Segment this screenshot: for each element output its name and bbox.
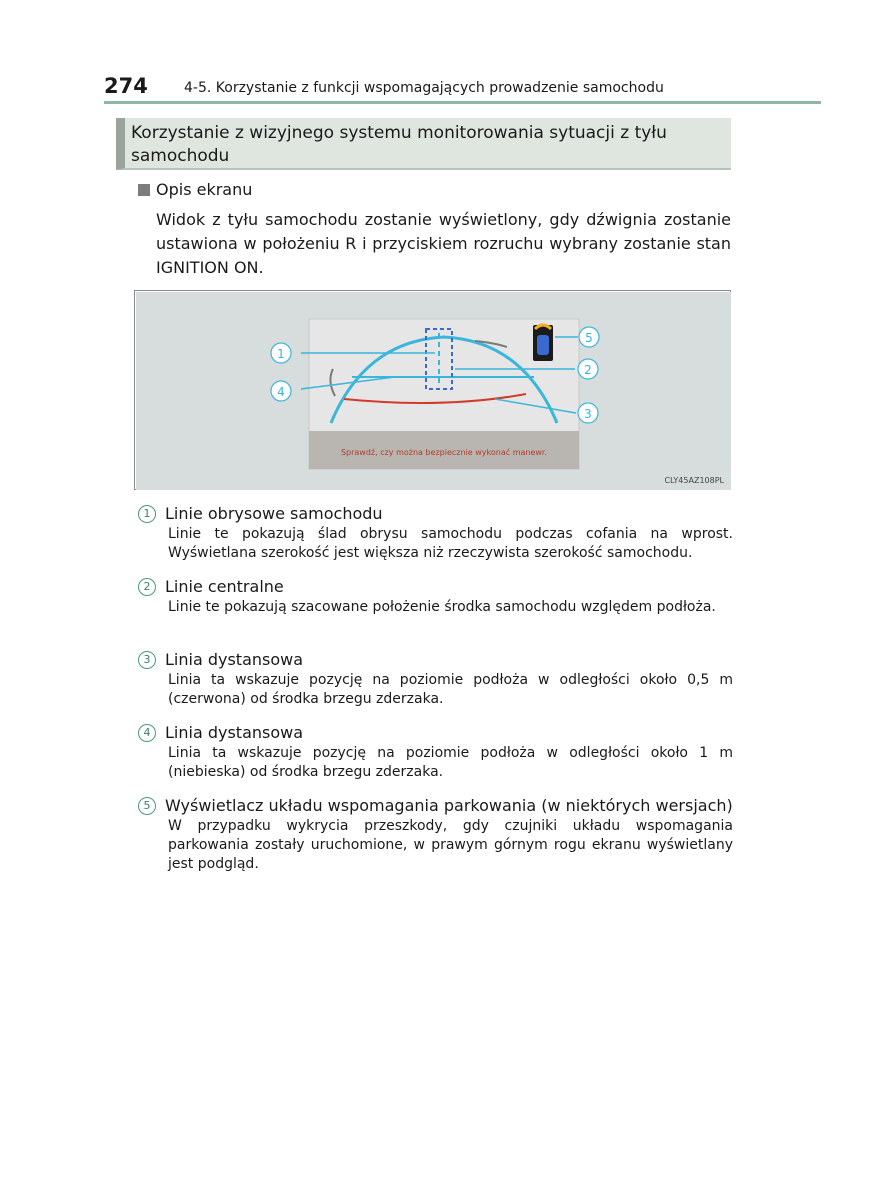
header-rule [104,101,821,104]
chapter-title: 4-5. Korzystanie z funkcji wspomagających prowadzenie samochodu [184,80,664,96]
item-title: Linia dystansowa [165,723,304,742]
list-item [138,503,733,563]
subheading [138,180,252,199]
item-body: Linia ta wskazuje pozycję na poziomie podłoża w odległości około 1 m (niebieska) od środka brzegu zderzaka. [168,745,733,780]
number-badge: 2 [138,578,156,596]
item-title: Linie obrysowe samochodu [165,504,383,523]
item-title: Wyświetlacz układu wspomagania parkowania (w niektórych wersjach) [165,796,733,815]
item-body: Linia ta wskazuje pozycję na poziomie podłoża w odległości około 0,5 m (czerwona) od środka brzegu zderzaka. [168,672,733,707]
callout-2: 2 [584,363,592,377]
number-badge: 3 [138,651,156,669]
number-badge: 4 [138,724,156,742]
number-badge: 5 [138,797,156,815]
figure-code: CLY45AZ108PL [664,476,724,485]
subheading-text: Opis ekranu [156,180,253,199]
screen-warning-text: Sprawdź, czy można bezpiecznie wykonać manewr. [340,448,548,457]
list-item [138,576,733,617]
item-body: Linie te pokazują ślad obrysu samochodu podczas cofania na wprost. Wyświetlana szerokość jest większa niż rzeczywista szerokość samochodu. [168,526,733,561]
item-body: Linie te pokazują szacowane położenie środka samochodu względem podłoża. [168,599,716,615]
section-title: Korzystanie z wizyjnego systemu monitorowania sytuacji z tyłu samochodu [131,123,667,166]
page-header [104,74,804,104]
intro-paragraph: Widok z tyłu samochodu zostanie wyświetlony, gdy dźwignia zostanie ustawiona w położeniu R i przyciskiem rozruchu wybrany zostanie stan IGNITION ON. [156,210,731,277]
page-number: 274 [104,74,148,98]
callout-4: 4 [277,385,285,399]
number-badge: 1 [138,505,156,523]
camera-screen-illustration [135,291,732,491]
item-title: Linie centralne [165,577,284,596]
callout-5: 5 [585,331,593,345]
list-item [138,649,733,709]
list-item [138,795,733,874]
camera-screen-figure [134,290,731,490]
callout-1: 1 [277,347,285,361]
item-body: W przypadku wykrycia przeszkody, gdy czujniki układu wspomagania parkowania zostały uruchomione, w prawym górnym rogu ekranu wyświetlany jest podgląd. [168,818,733,872]
section-heading-box [116,118,731,170]
item-title: Linia dystansowa [165,650,304,669]
square-bullet-icon [138,184,150,196]
list-item [138,722,733,782]
callout-3: 3 [584,407,592,421]
